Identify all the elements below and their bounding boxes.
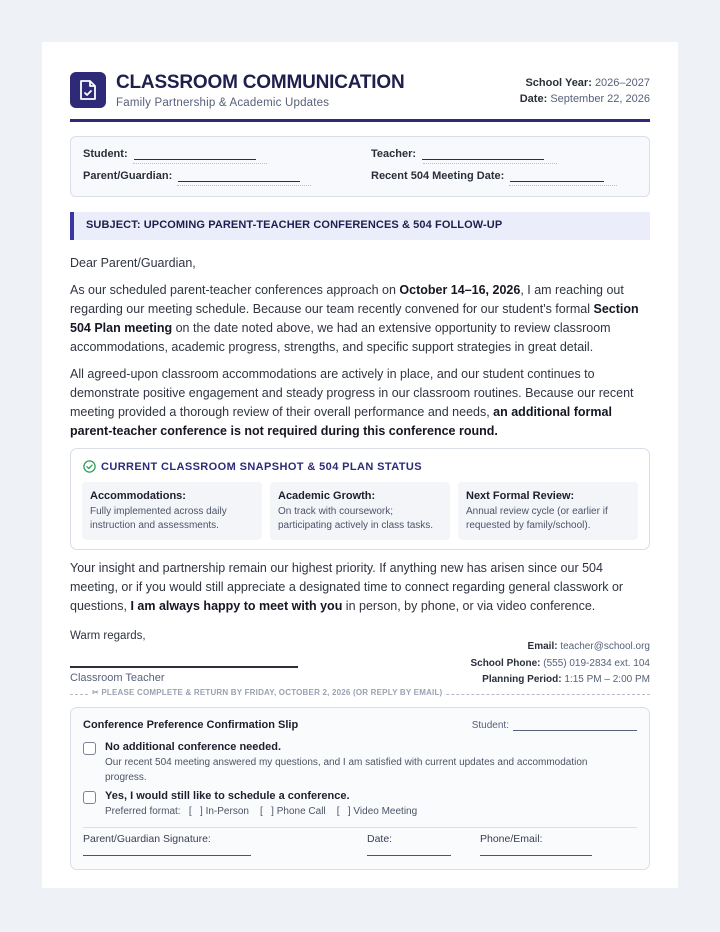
teacher-label: Teacher: (371, 148, 417, 160)
slip-contact-field[interactable]: Phone/Email: (480, 833, 542, 845)
school-year-value: 2026–2027 (594, 77, 650, 89)
confirmation-slip (70, 707, 650, 870)
check-circle-icon (83, 460, 96, 473)
paragraph-1: As our scheduled parent-teacher conferences approach on October 14–16, 2026, I am reaching out regarding our meeting schedule. Because our team recently convened for our student's formal Section 504 Plan meeting on the date noted above, we had an extensive opportunity to review classroom accommodations, academic progress, strengths, and specific support strategies in great detail. (70, 283, 639, 354)
letter-header (70, 72, 650, 122)
cut-line (70, 688, 650, 700)
paragraph-2: All agreed-upon classroom accommodations are actively in place, and our student continues to demonstrate positive engagement and steady progress in our classroom routines. Because our recent meeting provided a thorough review of their overall performance and needs, an additional formal parent-teacher conference is not required during this conference round. (70, 367, 634, 438)
planning-value: 1:15 PM – 2:00 PM (564, 674, 650, 685)
guardian-field[interactable] (83, 170, 300, 182)
letter-page (42, 42, 678, 888)
page-subtitle: Family Partnership & Academic Updates (116, 97, 330, 109)
student-field[interactable] (83, 148, 256, 160)
teacher-field[interactable] (371, 148, 544, 160)
student-info-box (70, 136, 650, 197)
snapshot-card-growth (270, 482, 450, 540)
card-body: Annual review cycle (or earlier if requested by family/school). (466, 506, 608, 531)
closing: Warm regards, (70, 630, 146, 642)
snapshot-card-accommodations (82, 482, 262, 540)
guardian-blank-line[interactable] (178, 172, 300, 182)
preferred-format-options[interactable]: Preferred format: [ ] In-Person [ ] Phone Call [ ] Video Meeting (105, 806, 418, 817)
option-desc: Our recent 504 meeting answered my questions, and I am satisfied with current updates and accommodation progress. (105, 757, 588, 783)
phone-value: (555) 019-2834 ext. 104 (543, 657, 650, 669)
meeting-date-label: Recent 504 Meeting Date: (371, 170, 505, 182)
teacher-blank-line[interactable] (422, 150, 544, 160)
email-value[interactable]: teacher@school.org (560, 641, 650, 652)
checkbox-schedule-conference[interactable] (83, 791, 96, 804)
guardian-signature-field[interactable]: Parent/Guardian Signature: (83, 833, 211, 845)
student-blank-line[interactable] (134, 150, 256, 160)
document-check-icon (70, 72, 106, 108)
page-title: CLASSROOM COMMUNICATION (116, 72, 405, 93)
school-year-label: School Year: (525, 77, 592, 89)
teacher-signature-line (70, 666, 298, 668)
cut-line-text: ✂ PLEASE COMPLETE & RETURN BY FRIDAY, OCTOBER 2, 2026 (OR REPLY BY EMAIL) (92, 688, 443, 697)
card-title: Academic Growth: (278, 490, 376, 502)
card-body: On track with coursework; participating actively in class tasks. (278, 506, 434, 531)
slip-date-field[interactable]: Date: (367, 833, 392, 845)
meeting-date-field[interactable] (371, 170, 604, 182)
signer-title: Classroom Teacher (70, 672, 165, 684)
snapshot-title: CURRENT CLASSROOM SNAPSHOT & 504 PLAN STATUS (83, 460, 422, 473)
greeting: Dear Parent/Guardian, (70, 256, 196, 270)
date-label: Date: (519, 93, 548, 105)
date-value: September 22, 2026 (550, 93, 650, 105)
card-body: Fully implemented across daily instruction and assessments. (90, 506, 227, 531)
snapshot-panel (70, 448, 650, 550)
guardian-label: Parent/Guardian: (83, 170, 173, 182)
header-meta (520, 75, 650, 107)
teacher-contact: Email: teacher@school.org School Phone: (555) 019-2834 ext. 104 Planning Period: 1:15 PM – 2:00 PM (470, 641, 650, 685)
option-title: Yes, I would still like to schedule a conference. (105, 790, 350, 802)
scissors-icon: ✂ (92, 688, 99, 697)
slip-student-line[interactable] (513, 722, 637, 731)
card-title: Next Formal Review: (466, 490, 575, 502)
checkbox-no-conference[interactable] (83, 742, 96, 755)
card-title: Accommodations: (90, 490, 186, 502)
student-label: Student: (83, 148, 128, 160)
snapshot-card-review (458, 482, 638, 540)
paragraph-3: Your insight and partnership remain our highest priority. If anything new has arisen since our 504 meeting, or if you would still appreciate a designated time to connect regarding general classwork or questions, I am always happy to meet with you in person, by phone, or via video conference. (70, 561, 624, 613)
meeting-date-blank-line[interactable] (510, 172, 604, 182)
subject-banner: SUBJECT: UPCOMING PARENT-TEACHER CONFERENCES & 504 FOLLOW-UP (70, 212, 650, 240)
slip-student-field[interactable]: Student: (472, 720, 637, 731)
option-title: No additional conference needed. (105, 741, 282, 753)
slip-title: Conference Preference Confirmation Slip (83, 719, 299, 731)
